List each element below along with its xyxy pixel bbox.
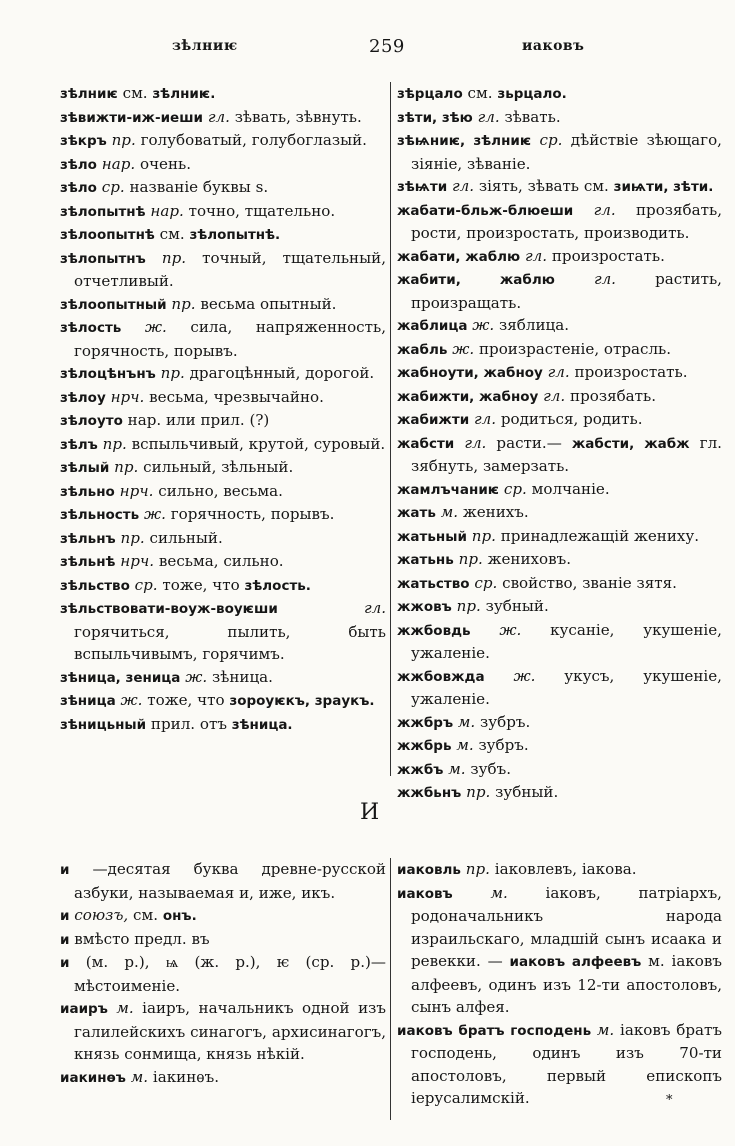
dictionary-entry <box>397 781 722 805</box>
entry-headword: зѣльнъ <box>60 530 116 547</box>
entry-definition: произрастеніе, отрасль. <box>479 339 672 358</box>
entry-definition: іакинѳъ. <box>152 1067 220 1086</box>
entry-definition: зѣвать, зѣвнуть. <box>234 107 362 126</box>
entry-headword: зѣльнѣ <box>60 554 116 570</box>
entry-headword: зѣльность <box>60 507 140 523</box>
dictionary-entry <box>397 711 722 735</box>
running-head-right: иаковъ <box>522 38 585 54</box>
entry-definition: (м. р.), ѩ (ж. р.), ѥ (ср. р.)—мѣстоименіе. <box>74 953 386 995</box>
dictionary-entry <box>397 758 722 782</box>
entry-grammar: гл. <box>593 200 616 219</box>
entry-definition: см. <box>122 84 148 102</box>
dictionary-entry <box>60 433 386 457</box>
entry-definition: зяблица. <box>499 316 570 334</box>
entry-definition: вмѣсто предл. въ <box>74 929 210 948</box>
entry-definition: произростать. <box>574 363 688 381</box>
dictionary-entry <box>397 175 722 199</box>
dictionary-entry <box>397 245 722 269</box>
dictionary-entry <box>397 734 722 758</box>
entry-definition: весьма, чрезвычайно. <box>149 387 324 406</box>
entry-definition: весьма, сильно. <box>158 552 284 570</box>
entry-headword: и <box>60 908 70 924</box>
entry-definition: горячиться, пылить, быть вспыльчивымъ, горячимъ. <box>74 622 386 663</box>
entry-headword: зѣльно <box>60 483 115 500</box>
entry-reference: зѣлниѥ. <box>152 86 216 102</box>
dictionary-entry <box>60 597 386 666</box>
dictionary-entry <box>397 361 722 385</box>
entry-grammar: гл. <box>525 246 548 265</box>
entry-headword: зѣлопытнъ <box>60 250 146 267</box>
entry-grammar: нрч. <box>119 481 154 500</box>
dictionary-entry <box>397 619 722 665</box>
footer-mark: * <box>666 1093 673 1108</box>
entry-grammar: м. <box>490 883 508 902</box>
dictionary-entry <box>60 689 386 713</box>
dictionary-entry <box>60 928 386 952</box>
dictionary-entry <box>60 129 386 153</box>
running-head-left: зѣлниѥ <box>172 38 238 54</box>
entry-reference: зѣлопытнѣ. <box>189 227 281 243</box>
entry-definition: тоже, что <box>147 691 225 709</box>
entry-grammar: нрч. <box>110 387 145 406</box>
dictionary-entry <box>60 1066 386 1090</box>
column-top-left <box>60 82 386 736</box>
entry-continuation: и, иже, икъ. <box>239 883 336 902</box>
dictionary-entry <box>397 548 722 572</box>
entry-headword: зѣница, зеница <box>60 669 181 686</box>
entry-grammar: ж. <box>144 318 167 336</box>
entry-continuation: м. іаковъ алфеевъ, одинъ изъ 12-ти апостоловъ, сынъ алфея. <box>411 952 722 1016</box>
entry-grammar: ср. <box>101 178 125 196</box>
dictionary-entry <box>60 362 386 386</box>
entry-headword: зѣрцало <box>397 86 463 102</box>
entry-headword: жаблица <box>397 318 468 334</box>
column-divider-top <box>390 82 391 776</box>
dictionary-entry <box>60 713 386 737</box>
entry-grammar: нар. <box>101 154 136 173</box>
entry-headword: жабль <box>397 341 448 358</box>
entry-grammar: гл. <box>452 177 475 195</box>
entry-definition: зубръ. <box>478 736 529 754</box>
entry-definition: зіять, зѣвать см. <box>478 177 609 195</box>
entry-headword: зѣлоопытнѣ <box>60 227 155 243</box>
dictionary-entry <box>60 456 386 480</box>
entry-definition: сила, напряженность, горячность, порывъ. <box>74 318 386 360</box>
entry-grammar: пр. <box>171 294 196 313</box>
entry-grammar: м. <box>596 1020 615 1039</box>
section-letter: И <box>360 800 380 825</box>
entry-headword: и <box>60 931 70 948</box>
entry-headword: жабноути, жабноу <box>397 365 543 381</box>
entry-grammar: пр. <box>161 248 187 267</box>
entry-headword: иаиръ <box>60 1001 108 1017</box>
entry-headword: жжбьнъ <box>397 785 462 801</box>
entry-definition: —десятая буква древне-русской азбуки, называемая <box>74 860 386 902</box>
entry-definition: нар. или прил. (?) <box>127 411 270 429</box>
entry-definition: прозябать. <box>570 386 657 405</box>
dictionary-entry <box>397 595 722 619</box>
entry-grammar: пр. <box>471 526 496 545</box>
entry-grammar: ср. <box>503 479 527 498</box>
entry-headword: зѣльство <box>60 577 130 594</box>
entry-headword: зѣлъ <box>60 436 98 453</box>
dictionary-entry <box>60 223 386 247</box>
entry-headword: жжбъ <box>397 761 444 778</box>
entry-headword: зѣлоу <box>60 389 106 406</box>
dictionary-entry <box>397 665 722 711</box>
entry-definition: очень. <box>139 154 192 173</box>
entry-grammar: пр. <box>102 434 127 453</box>
dictionary-entry <box>397 478 722 502</box>
entry-headword: зѣлопытнѣ <box>60 203 146 220</box>
dictionary-entry <box>60 316 386 362</box>
dictionary-entry <box>397 882 722 1019</box>
entry-headword: и <box>60 955 70 971</box>
entry-grammar: ж. <box>499 620 522 639</box>
entry-definition: зубный. <box>485 597 549 615</box>
dictionary-entry <box>60 480 386 504</box>
entry-grammar: м. <box>448 759 466 778</box>
entry-headword: жжовъ <box>397 599 452 615</box>
entry-grammar: гл. <box>207 107 230 126</box>
entry-grammar: м. <box>116 999 134 1017</box>
entry-headword: зѣлоопытный <box>60 296 167 313</box>
dictionary-entry <box>397 385 722 409</box>
entry-headword: зѣѩниѥ, зѣлниѥ <box>397 133 532 149</box>
entry-headword: жжбрь <box>397 738 452 754</box>
entry-definition: см. <box>159 225 185 243</box>
entry-definition: зѣница. <box>212 667 273 686</box>
entry-definition: точный, тщательный, отчетливый. <box>74 248 386 290</box>
entry-definition: расти.— <box>496 433 562 452</box>
dictionary-entry <box>397 268 722 314</box>
entry-headword: зѣлоцѣнънъ <box>60 366 156 382</box>
entry-grammar: пр. <box>111 131 136 149</box>
entry-grammar: ж. <box>452 339 475 358</box>
entry-grammar: ж. <box>143 505 166 523</box>
dictionary-entry <box>60 574 386 598</box>
entry-reference: зиѩти, зѣти. <box>613 179 714 195</box>
dictionary-entry <box>60 200 386 224</box>
entry-headword: жабижти <box>397 412 470 428</box>
entry-grammar: ж. <box>185 667 208 686</box>
dictionary-entry <box>397 338 722 362</box>
entry-definition: сильный, зѣльный. <box>143 458 294 476</box>
entry-definition: укусъ, укушеніе, ужаленіе. <box>411 666 722 708</box>
entry-headword: зѣвижти-иж-иеши <box>60 109 204 126</box>
entry-reference: иаковъ алфеевъ <box>509 954 642 970</box>
entry-headword: зѣло <box>60 180 97 196</box>
entry-grammar: гл. <box>473 410 497 428</box>
dictionary-entry <box>397 432 722 478</box>
entry-grammar: гл. <box>543 386 566 405</box>
entry-grammar: гл. <box>363 599 386 617</box>
entry-headword: и <box>60 862 70 878</box>
entry-grammar: пр. <box>160 364 185 382</box>
entry-grammar: м. <box>440 503 459 521</box>
dictionary-entry <box>60 503 386 527</box>
entry-grammar: ж. <box>120 691 143 709</box>
dictionary-entry <box>60 527 386 551</box>
entry-definition: произростать. <box>551 246 665 265</box>
entry-grammar: м. <box>130 1067 149 1086</box>
dictionary-entry <box>60 409 386 433</box>
dictionary-entry <box>60 666 386 690</box>
entry-definition: точно, тщательно. <box>188 201 336 220</box>
entry-reference: зьрцало. <box>497 86 567 102</box>
entry-definition: названіе буквы s. <box>129 178 269 196</box>
entry-grammar: гл. <box>547 363 570 381</box>
dictionary-entry <box>60 997 386 1066</box>
dictionary-entry <box>397 408 722 432</box>
entry-headword: зѣти, зѣю <box>397 109 473 126</box>
dictionary-entry <box>60 176 386 200</box>
entry-definition: родиться, родить. <box>500 410 643 428</box>
entry-reference: зѣлость. <box>244 577 311 594</box>
entry-headword: жабати, жаблю <box>397 248 521 265</box>
entry-grammar: м. <box>457 712 476 731</box>
entry-headword: зѣло <box>60 156 97 173</box>
entry-headword: жжбовдь <box>397 622 471 639</box>
entry-headword: зѣлниѥ <box>60 86 118 102</box>
entry-headword: жабити, жаблю <box>397 272 555 288</box>
entry-definition: сильный. <box>149 528 223 547</box>
entry-headword: жатьнь <box>397 552 454 568</box>
entry-grammar: ж. <box>472 316 495 334</box>
entry-grammar: пр. <box>114 458 139 476</box>
dictionary-entry <box>60 293 386 317</box>
dictionary-entry <box>397 858 722 882</box>
entry-definition: тоже, что <box>162 575 240 594</box>
entry-grammar: м. <box>456 736 474 754</box>
entry-headword: жабижти, жабноу <box>397 388 539 405</box>
entry-definition: прозябать, рости, произростать, производить. <box>411 200 722 242</box>
dictionary-entry <box>60 386 386 410</box>
entry-headword: иаковль <box>397 862 461 878</box>
entry-definition: зубный. <box>495 783 559 801</box>
entry-grammar: пр. <box>465 860 490 878</box>
column-bottom-right <box>397 858 722 1110</box>
entry-grammar: пр. <box>120 528 145 547</box>
entry-definition: сильно, весьма. <box>158 481 283 500</box>
entry-definition: зѣвать. <box>504 107 561 126</box>
entry-headword: иаковъ <box>397 885 453 902</box>
entry-headword: зѣкръ <box>60 133 107 149</box>
dictionary-entry <box>60 904 386 928</box>
dictionary-entry <box>60 247 386 293</box>
entry-definition: іаковлевъ, іакова. <box>494 860 637 878</box>
entry-grammar: нар. <box>150 201 184 220</box>
entry-headword: жатьство <box>397 575 470 592</box>
entry-definition: принадлежащій жениху. <box>500 526 700 545</box>
entry-headword: зѣлый <box>60 460 110 476</box>
dictionary-entry <box>60 82 386 106</box>
entry-reference: зороуѥкъ, зраукъ. <box>229 693 375 709</box>
dictionary-entry <box>397 314 722 338</box>
dictionary-entry <box>397 572 722 596</box>
entry-reference: онъ. <box>162 908 197 924</box>
entry-definition: драгоцѣнный, дорогой. <box>189 364 375 382</box>
entry-grammar: пр. <box>456 597 481 615</box>
entry-grammar: ср. <box>134 575 158 594</box>
entry-reference: жабсти, жабж <box>571 435 690 452</box>
entry-definition: свойство, званіе зятя. <box>502 573 677 592</box>
entry-definition: горячность, порывъ. <box>170 505 335 523</box>
entry-definition: женихъ. <box>462 503 529 521</box>
entry-headword: зѣлоуто <box>60 413 123 429</box>
entry-definition: зубръ. <box>480 712 531 731</box>
entry-headword: зѣницьный <box>60 716 147 733</box>
entry-grammar: гл. <box>593 270 616 288</box>
dictionary-entry <box>60 106 386 130</box>
entry-definition: іаковъ братъ господень, одинъ изъ 70-ти апостоловъ, первый епископъ іерусалимскій. <box>411 1020 722 1107</box>
entry-grammar: пр. <box>466 783 491 801</box>
entry-definition: см. <box>133 906 159 924</box>
dictionary-entry <box>60 153 386 177</box>
dictionary-entry <box>397 1019 722 1110</box>
entry-grammar: ж. <box>513 666 536 685</box>
entry-definition: іаковъ, патріархъ, родоначальникъ народа израильскаго, младшій сынъ исаака и ревекки. — <box>411 883 722 970</box>
column-bottom-left <box>60 858 386 1089</box>
entry-definition: см. <box>467 84 493 102</box>
entry-grammar: ср. <box>539 131 563 149</box>
entry-headword: жжбовжда <box>397 668 485 685</box>
entry-definition: іаиръ, начальникъ одной изъ галилейскихъ синагогъ, архисинагогъ, князь сонмища, князь нѣкій. <box>74 999 386 1063</box>
dictionary-entry <box>397 106 722 130</box>
entry-definition: голубоватый, голубоглазый. <box>140 131 367 149</box>
entry-headword: жжбръ <box>397 714 454 731</box>
entry-definition: прил. отъ <box>150 714 227 733</box>
dictionary-entry <box>397 82 722 106</box>
entry-headword: зѣница <box>60 693 116 709</box>
entry-headword: жатьный <box>397 528 467 545</box>
entry-definition: молчаніе. <box>531 479 610 498</box>
entry-headword: иаковъ братъ господень <box>397 1022 592 1039</box>
entry-grammar: ср. <box>474 573 498 592</box>
entry-definition: вспыльчивый, крутой, суровый. <box>131 434 386 453</box>
entry-headword: зѣльствовати-воуж-воуѥши <box>60 601 278 617</box>
column-divider-bottom <box>390 858 391 1120</box>
entry-headword: жабати-бльж-блюеши <box>397 202 574 219</box>
entry-headword: жать <box>397 505 436 521</box>
entry-grammar: гл. <box>464 433 487 452</box>
entry-grammar: союзъ, <box>74 906 129 924</box>
entry-definition: растить, произращать. <box>411 270 722 312</box>
entry-grammar: нрч. <box>120 552 155 570</box>
dictionary-entry <box>397 199 722 245</box>
dictionary-entry <box>60 550 386 574</box>
dictionary-entry <box>397 525 722 549</box>
entry-grammar: пр. <box>458 550 483 568</box>
dictionary-entry <box>397 129 722 175</box>
entry-continuation: гл. зябнуть, замерзать. <box>411 433 722 475</box>
entry-grammar: гл. <box>477 107 500 126</box>
entry-headword: иакинѳъ <box>60 1069 126 1086</box>
entry-definition: зубъ. <box>470 759 511 778</box>
entry-definition: весьма опытный. <box>200 294 337 313</box>
dictionary-entry <box>397 501 722 525</box>
entry-definition: кусаніе, укушеніе, ужаленіе. <box>411 620 722 662</box>
entry-headword: жамлъчаниѥ <box>397 481 500 498</box>
dictionary-entry <box>60 858 386 904</box>
entry-definition: дѣйствіе зѣющаго, зіяніе, зѣваніе. <box>411 131 722 173</box>
entry-reference: зѣница. <box>231 716 293 733</box>
column-top-right <box>397 82 722 805</box>
page-number: 259 <box>369 36 405 57</box>
entry-headword: жабсти <box>397 435 455 452</box>
entry-headword: зѣѩти <box>397 179 448 195</box>
dictionary-entry <box>60 951 386 997</box>
entry-headword: зѣлость <box>60 320 122 336</box>
entry-definition: жениховъ. <box>487 550 572 568</box>
